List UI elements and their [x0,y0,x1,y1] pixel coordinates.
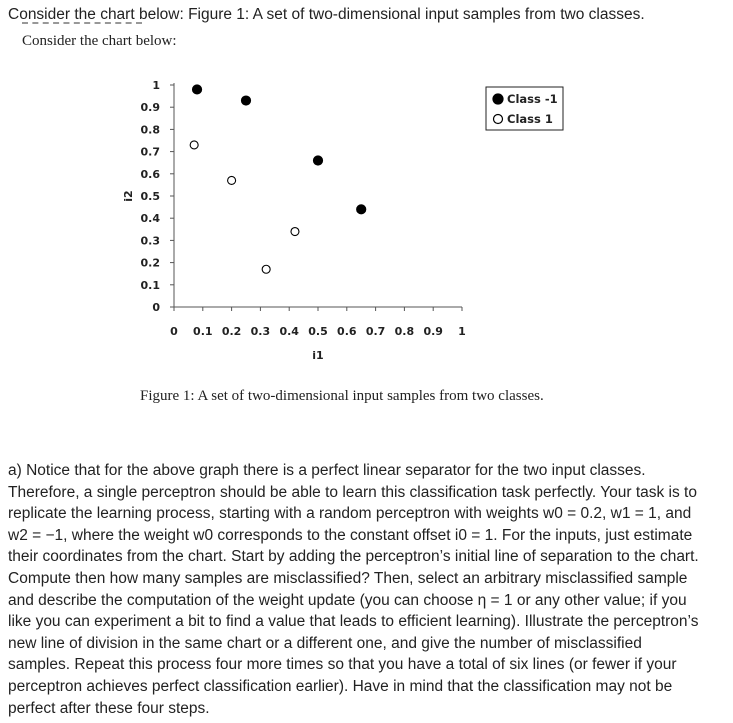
intro-text: Consider the chart below: Figure 1: A set of two-dimensional input samples from two classes. [8,6,645,23]
class-1-point [291,228,299,236]
y-tick-label: 0.3 [140,234,160,248]
class-1-point [190,141,198,149]
x-tick-label: 0.4 [279,325,299,338]
class-1-point [262,265,270,273]
y-tick-label: 0.9 [140,101,160,115]
class-1-point [228,176,236,184]
x-tick-label: 0.8 [394,325,415,338]
y-axis-label: i2 [122,190,135,202]
class-neg1-point [241,96,250,105]
x-axis-label: i1 [312,349,324,362]
y-tick-label: 0.4 [140,212,160,226]
x-tick-label: 0.3 [250,325,271,338]
legend-label: Class 1 [507,112,553,126]
x-tick-label: 1 [458,325,466,338]
class-neg1-point [313,156,322,165]
x-tick-label: 0.2 [221,325,242,338]
y-tick-label: 0.6 [140,167,160,181]
y-tick-label: 0.7 [140,145,160,159]
y-tick-label: 0.1 [140,278,160,292]
x-tick-label: 0.7 [365,325,386,338]
y-tick-label: 0.8 [140,123,160,137]
x-tick-label: 0.6 [337,325,357,338]
y-tick-label: 0 [152,301,160,314]
x-tick-label: 0.5 [308,325,328,338]
legend-label: Class -1 [507,92,558,106]
chart-heading: Consider the chart below: [22,33,177,49]
x-tick-label: 0.1 [193,325,213,338]
class-neg1-point [357,205,366,214]
question-text: a) Notice that for the above graph there is a perfect linear separator for the two input classes. Therefore, a single perceptron should be able to learn this classification task perfectly. Your task is to replicate the learning process, starting with a random perceptron with weights w0 = 0.2, w1 = 1, and w2 = −1, where the weight w0 corresponds to the constant offset i0 = 1. For the inputs, just estimate their coordinates from the chart. Start by adding the perceptron’s initial line of separation to the chart. Compute then how many samples are misclassified? Then, select an arbitrary misclassified sample and describe the computation of the weight update (you can choose η = 1 or any other value; if you like you can experiment a bit to find a value that leads to efficient learning). Illustrate the perceptron’s new line of division in the same chart or a different one, and give the number of misclassified samples. Repeat this process four more times so that you have a total of six lines (or fewer if your perceptron achieves perfect classification earlier). Have in mind that the classification may not be perfect after these four steps. [8,462,699,717]
y-tick-label: 0.2 [140,256,160,270]
legend-marker-class-neg1 [493,94,503,104]
y-tick-label: 1 [152,79,160,92]
x-tick-label: 0.9 [423,325,443,338]
legend-marker-class-1 [494,115,503,124]
x-tick-label: 0 [170,325,178,338]
y-tick-label: 0.5 [140,190,160,203]
class-neg1-point [192,85,201,94]
figure-caption: Figure 1: A set of two-dimensional input samples from two classes. [140,388,544,404]
